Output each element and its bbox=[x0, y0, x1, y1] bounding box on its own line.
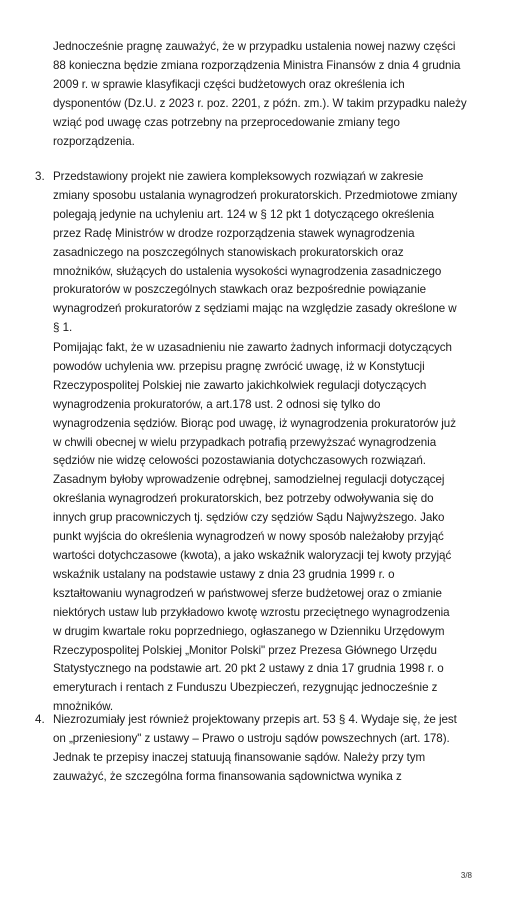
text-line: prokuratorów w poszczególnych stawkach oraz bezpośrednie powiązanie bbox=[53, 283, 427, 297]
text-line: niektórych ustaw lub przykładowo kwotę wzrostu przeciętnego wynagrodzenia bbox=[53, 605, 450, 619]
text-line: Jednak te przepisy inaczej statuują finansowanie sądów. Należy przy tym bbox=[53, 750, 426, 764]
item-4-number: 4. bbox=[35, 713, 45, 726]
text-line: innych grup pracowniczych tj. sędziów czy sędziów Sądu Najwyższego. Jako bbox=[53, 511, 445, 525]
text-line: mnożników, służących do ustalenia wysokości wynagrodzenia zasadniczego bbox=[53, 264, 442, 278]
text-line: kształtowaniu wynagrodzeń w państwowej sferze budżetowej oraz o zmianie bbox=[53, 586, 442, 600]
text-line: zasadniczego na poszczególnych stanowiskach prokuratorskich oraz bbox=[53, 245, 404, 259]
text-line: rozporządzenia. bbox=[53, 134, 135, 148]
text-line: wziąć pod uwagę czas potrzebny na przeprocedowanie zmiany tego bbox=[53, 115, 400, 129]
text-line: 2009 r. w sprawie klasyfikacji części budżetowych oraz określenia ich bbox=[53, 77, 405, 91]
text-line: punkt wyjścia do określenia wynagrodzeń w nowy sposób należałoby przyjąć bbox=[53, 530, 444, 544]
text-line: mnożników. bbox=[53, 700, 114, 714]
item-3-number: 3. bbox=[35, 170, 45, 183]
text-line: wartości dotychczasowe (kwota), a jako wskaźnik waloryzacji tej kwoty przyjąć bbox=[53, 548, 452, 562]
intro-paragraph bbox=[53, 38, 483, 151]
text-line: zmiany sposobu ustalania wynagrodzeń prokuratorskich. Przedmiotowe zmiany bbox=[53, 188, 458, 202]
text-line: sędziów nie widzę celowości pozostawiania dotychczasowych rozwiązań. bbox=[53, 454, 426, 468]
text-line: Statystycznego na podstawie art. 20 pkt 2 ustawy z dnia 17 grudnia 1998 r. o bbox=[53, 662, 444, 676]
text-line: Przedstawiony projekt nie zawiera kompleksowych rozwiązań w zakresie bbox=[53, 170, 424, 183]
text-line: 88 konieczna będzie zmiana rozporządzenia Ministra Finansów z dnia 4 grudnia bbox=[53, 58, 461, 72]
item-3-paragraph-2 bbox=[53, 339, 483, 717]
text-line: przez Radę Ministrów w drodze rozporządzenia stawek wynagrodzenia bbox=[53, 226, 415, 240]
text-line: wynagrodzeń prokuratorów z sędziami mając na względzie zasady określone w bbox=[53, 302, 457, 316]
text-line: on „przeniesiony" z ustawy – Prawo o ustroju sądów powszechnych (art. 178). bbox=[53, 731, 450, 745]
text-line: wynagrodzenia sędziów. Biorąc pod uwagę, iż wynagrodzenia prokuratorów już bbox=[53, 416, 456, 430]
text-line: Rzeczypospolitej Polskiej „Monitor Polski" przez Prezesa Głównego Urzędu bbox=[53, 643, 437, 657]
item-3-paragraph-1 bbox=[53, 168, 483, 338]
text-line: w chwili obecnej w wielu przypadkach potrafią przewyższać wynagrodzenia bbox=[53, 435, 437, 449]
text-line: dysponentów (Dz.U. z 2023 r. poz. 2201, z późn. zm.). W takim przypadku należy bbox=[53, 96, 467, 110]
text-line: Zasadnym byłoby wprowadzenie odrębnej, samodzielnej regulacji dotyczącej bbox=[53, 473, 445, 487]
text-line: Jednocześnie pragnę zauważyć, że w przypadku ustalenia nowej nazwy części bbox=[53, 40, 456, 53]
text-line: emeryturach i rentach z Funduszu Ubezpieczeń, rezygnując jednocześnie z bbox=[53, 681, 438, 695]
text-line: Rzeczypospolitej Polskiej nie zawarto jakichkolwiek regulacji dotyczących bbox=[53, 378, 427, 392]
text-line: § 1. bbox=[53, 321, 73, 335]
text-line: w drugim kwartale roku poprzedniego, ogłaszanego w Dzienniku Urzędowym bbox=[53, 624, 445, 638]
item-4-paragraph bbox=[53, 711, 483, 787]
text-line: polegają jedynie na uchyleniu art. 124 w § 12 pkt 1 dotyczącego określenia bbox=[53, 207, 435, 221]
page-number: 3/8 bbox=[460, 871, 472, 880]
text-line: Pomijając fakt, że w uzasadnieniu nie zawarto żadnych informacji dotyczących bbox=[53, 341, 452, 354]
text-line: zauważyć, że szczególna forma finansowania sądownictwa wynika z bbox=[53, 769, 402, 783]
text-line: wynagrodzenia prokuratorów, a art.178 ust. 2 odnosi się tylko do bbox=[53, 397, 381, 411]
text-line: określania wynagrodzeń prokuratorskich, bez potrzeby odwoływania się do bbox=[53, 492, 434, 506]
text-line: Niezrozumiały jest również projektowany przepis art. 53 § 4. Wydaje się, że jest bbox=[53, 713, 457, 726]
text-line: wskaźnik ustalany na podstawie ustawy z dnia 23 grudnia 1999 r. o bbox=[53, 567, 395, 581]
text-line: powodów uchylenia ww. przepisu pragnę zwrócić uwagę, iż w Konstytucji bbox=[53, 359, 425, 373]
